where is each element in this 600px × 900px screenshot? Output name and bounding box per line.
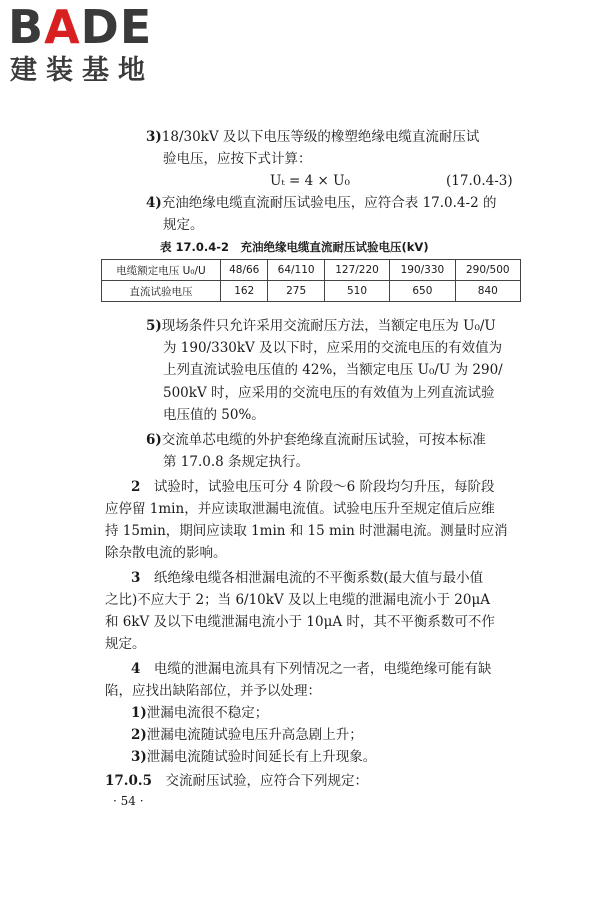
voltage-table	[101, 259, 521, 302]
para-2-line-1	[131, 477, 494, 497]
table-row	[102, 281, 521, 302]
para-4-sub-3	[131, 747, 376, 767]
para-2-line-3: 持 15min，期间应读取 1min 和 15 min 时泄漏电流。测量时应消	[105, 523, 508, 539]
para-3-line-1	[131, 568, 483, 588]
table-cell: 127/220	[324, 260, 389, 281]
para-4-text-1: 电缆的泄漏电流具有下列情况之一者，电缆绝缘可能有缺	[153, 661, 492, 677]
para-4-line-1	[131, 659, 491, 679]
equation-number: (17.0.4-3)	[446, 173, 513, 189]
sub-2-label: 2)	[131, 727, 147, 743]
item-4-line-1	[146, 193, 496, 213]
item-5-line-5: 电压值的 50%。	[163, 407, 265, 423]
item-3-label: 3)	[146, 129, 162, 145]
item-5-line-4: 500kV 时，应采用的交流电压的有效值为上列直流试验	[163, 385, 495, 401]
item-5-label: 5)	[146, 318, 162, 334]
logo-letter-b: B	[8, 0, 45, 54]
clause-number: 17.0.5	[105, 773, 152, 789]
item-6-line-1	[146, 430, 486, 450]
sub-3-label: 3)	[131, 749, 147, 765]
para-2-line-4: 除杂散电流的影响。	[105, 545, 227, 561]
logo-letter-a: A	[44, 0, 81, 54]
item-4-text-1: 充油绝缘电缆直流耐压试验电压，应符合表 17.0.4-2 的	[161, 195, 497, 211]
para-3-line-4: 规定。	[105, 636, 146, 652]
table-row-label: 电缆额定电压 U₀/U	[102, 260, 221, 281]
item-5-text-1: 现场条件只允许采用交流耐压方法，当额定电压为 U₀/U	[161, 318, 496, 334]
para-4-sub-2	[131, 725, 363, 745]
logo-chinese-text: 建装基地	[10, 55, 154, 86]
para-2-number: 2	[131, 479, 141, 495]
table-cell: 650	[390, 281, 455, 302]
clause-17-0-5	[105, 771, 368, 791]
item-6-text-1: 交流单芯电缆的外护套绝缘直流耐压试验，可按本标准	[161, 432, 486, 448]
para-4-line-2: 陷，应找出缺陷部位，并予以处理：	[105, 683, 321, 699]
table-cell: 840	[455, 281, 520, 302]
item-6-label: 6)	[146, 432, 162, 448]
table-cell: 48/66	[221, 260, 268, 281]
table-cell: 510	[324, 281, 389, 302]
item-5-line-1	[146, 316, 496, 336]
logo-letters-de: DE	[80, 0, 153, 54]
item-3-text-1: 18/30kV 及以下电压等级的橡塑绝缘电缆直流耐压试	[161, 129, 480, 145]
table-row	[102, 260, 521, 281]
sub-1-label: 1)	[131, 705, 147, 721]
table-cell: 290/500	[455, 260, 520, 281]
table-caption: 表 17.0.4-2 充油绝缘电缆直流耐压试验电压(kV)	[160, 240, 429, 254]
item-6-line-2: 第 17.0.8 条规定执行。	[163, 454, 310, 470]
para-2-line-2: 应停留 1min，并应读取泄漏电流值。试验电压升至规定值后应维	[105, 501, 495, 517]
item-5-line-2: 为 190/330kV 及以下时，应采用的交流电压的有效值为	[163, 340, 503, 356]
table-cell: 190/330	[390, 260, 455, 281]
sub-3-text: 泄漏电流随试验时间延长有上升现象。	[146, 749, 377, 765]
para-4-sub-1	[131, 703, 268, 723]
table-cell: 64/110	[268, 260, 324, 281]
para-3-line-2: 之比)不应大于 2；当 6/10kV 及以上电缆的泄漏电流小于 20μA	[105, 592, 490, 608]
para-3-text-1: 纸绝缘电缆各相泄漏电流的不平衡系数(最大值与最小值	[153, 570, 484, 586]
para-2-text-1: 试验时，试验电压可分 4 阶段～6 阶段均匀升压，每阶段	[153, 479, 495, 495]
para-4-number: 4	[131, 661, 141, 677]
sub-2-text: 泄漏电流随试验电压升高急剧上升；	[146, 727, 363, 743]
sub-1-text: 泄漏电流很不稳定；	[146, 705, 269, 721]
equation: Uₜ = 4 × U₀	[270, 173, 350, 189]
para-3-number: 3	[131, 570, 141, 586]
item-3-line-1	[146, 127, 479, 147]
page-number: · 54 ·	[113, 794, 144, 808]
table-row-label: 直流试验电压	[102, 281, 221, 302]
para-3-line-3: 和 6kV 及以下电缆泄漏电流小于 10μA 时，其不平衡系数可不作	[105, 614, 495, 630]
table-cell: 275	[268, 281, 324, 302]
table-cell: 162	[221, 281, 268, 302]
clause-text: 交流耐压试验，应符合下列规定：	[165, 773, 368, 789]
item-3-line-2: 验电压，应按下式计算：	[163, 151, 312, 167]
item-4-line-2: 规定。	[163, 217, 204, 233]
item-5-line-3: 上列直流试验电压值的 42%，当额定电压 U₀/U 为 290/	[163, 362, 503, 378]
item-4-label: 4)	[146, 195, 162, 211]
